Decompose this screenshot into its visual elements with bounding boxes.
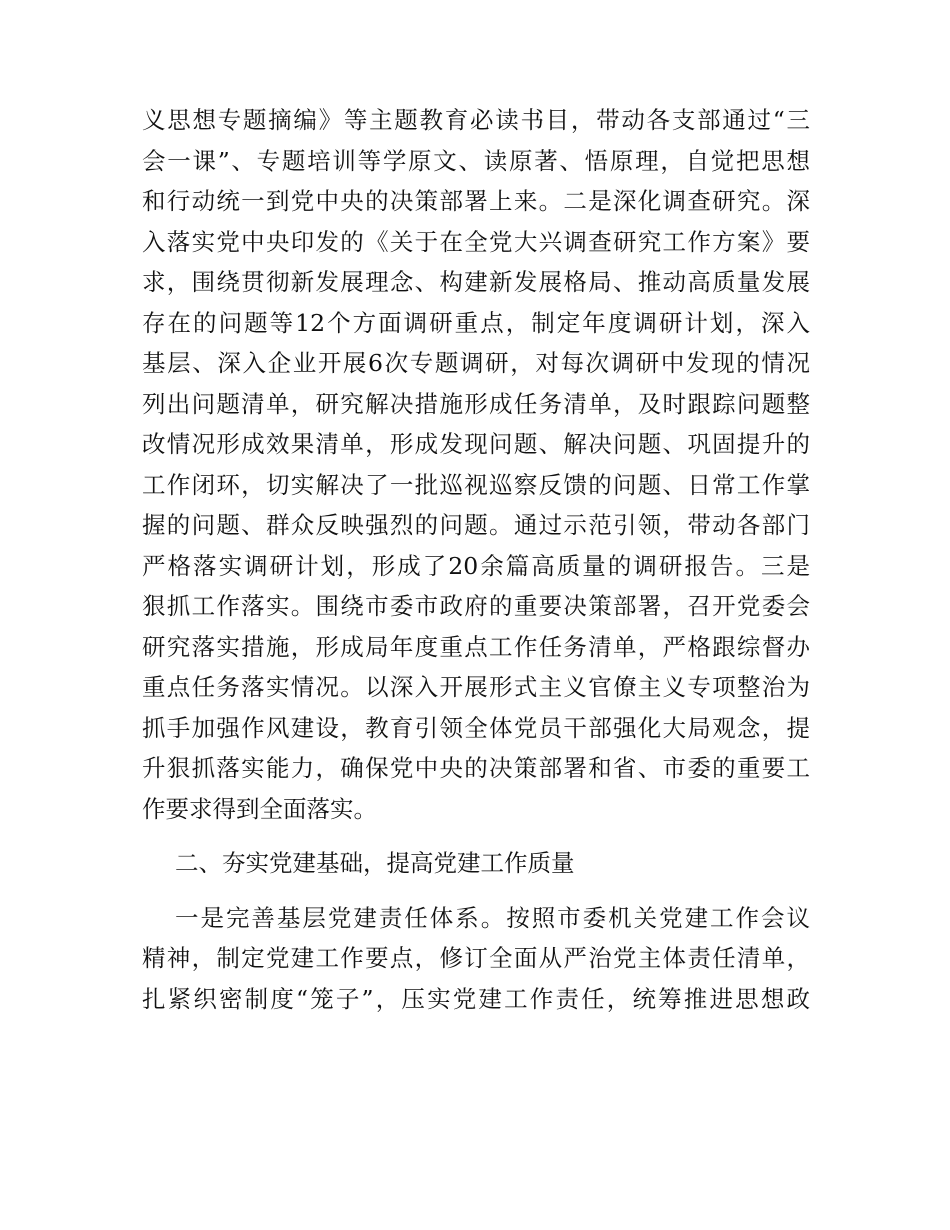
paragraph-line: 扎紧织密制度“笼子”，压实党建工作责任，统筹推进思想政 — [142, 984, 810, 1013]
paragraph-line: 抓手加强作风建设，教育引领全体党员干部强化大局观念，提 — [142, 713, 810, 742]
paragraph-line: 研究落实措施，形成局年度重点工作任务清单，严格跟综督办 — [142, 632, 810, 661]
paragraph-line: 严格落实调研计划，形成了20余篇高质量的调研报告。三是 — [142, 551, 810, 580]
paragraph-line: 义思想专题摘编》等主题教育必读书目，带动各支部通过“三 — [142, 106, 810, 134]
paragraph-spacer — [142, 884, 810, 898]
paragraph-line: 一是完善基层党建责任体系。按照市委机关党建工作会议 — [175, 903, 810, 932]
paragraph-line: 工作闭环，切实解决了一批巡视巡察反馈的问题、日常工作掌 — [142, 470, 810, 499]
paragraph-line: 和行动统一到党中央的决策部署上来。二是深化调查研究。深 — [142, 187, 810, 215]
paragraph-line: 列出问题清单，研究解决措施形成任务清单，及时跟踪问题整 — [142, 389, 810, 418]
paragraph-line: 升狠抓落实能力，确保党中央的决策部署和省、市委的重要工 — [142, 754, 810, 782]
paragraph-line: 改情况形成效果清单，形成发现问题、解决问题、巩固提升的 — [142, 430, 810, 458]
paragraph-line: 基层、深入企业开展6次专题调研，对每次调研中发现的情况 — [142, 349, 810, 377]
paragraph-line: 精神，制定党建工作要点，修订全面从严治党主体责任清单， — [142, 944, 810, 972]
document-body — [142, 100, 810, 1019]
paragraph-line: 作要求得到全面落实。 — [142, 794, 377, 823]
section-heading: 二、夯实党建基础，提高党建工作质量 — [175, 849, 575, 877]
paragraph-line: 存在的问题等12个方面调研重点，制定年度调研计划，深入 — [142, 308, 810, 337]
paragraph-spacer — [142, 829, 810, 843]
paragraph-1 — [142, 100, 810, 829]
paragraph-line: 狠抓工作落实。围绕市委市政府的重要决策部署，召开党委会 — [142, 592, 810, 620]
paragraph-2 — [142, 898, 810, 1020]
paragraph-line: 求，围绕贯彻新发展理念、构建新发展格局、推动高质量发展 — [142, 268, 810, 296]
paragraph-line: 重点任务落实情况。以深入开展形式主义官僚主义专项整治为 — [142, 673, 810, 701]
paragraph-line: 握的问题、群众反映强烈的问题。通过示范引领，带动各部门 — [142, 511, 810, 539]
paragraph-line: 会一课”、专题培训等学原文、读原著、悟原理，自觉把思想 — [142, 146, 810, 175]
paragraph-line: 入落实党中央印发的《关于在全党大兴调查研究工作方案》要 — [142, 227, 810, 256]
